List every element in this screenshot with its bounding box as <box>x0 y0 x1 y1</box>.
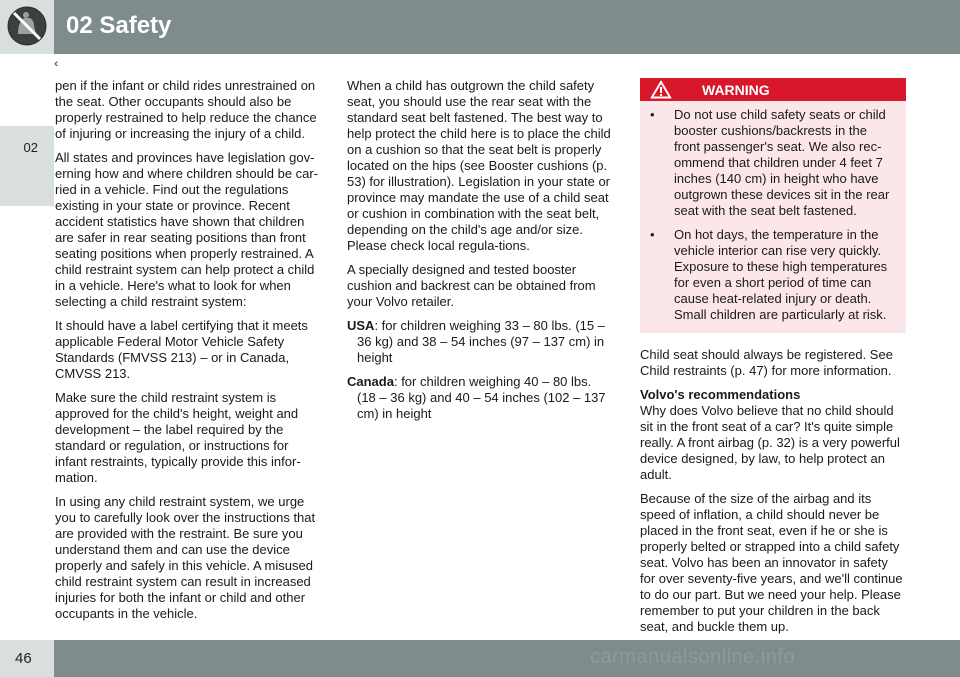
paragraph: All states and provinces have legislation gov-erning how and where children should be car-ried in a vehicle. Find out the regulations existing in your state or province. Recent accident statistics have shown that children are safer in rear seating positions than front seating positions when properly restrained. A child restraint system can help protect a child in a vehicle. Here's what to look for when selecting a child restraint system: <box>55 150 319 309</box>
footer-bar <box>0 640 960 677</box>
canada-text: : for children weighing 40 – 80 lbs. (18 – 36 kg) and 40 – 54 inches (102 – 137 cm) in height <box>357 374 606 421</box>
watermark: carmanualsonline.info <box>590 646 796 668</box>
text-column-3 <box>640 78 906 643</box>
paragraph: In using any child restraint system, we urge you to carefully look over the instructions that are provided with the restraint. Be sure you understand them and can use the device properly and safely in this vehicle. A misused child restraint system can result in increased injuries for both the infant or child and other occupants in the vehicle. <box>55 494 316 621</box>
usa-label: USA <box>347 318 375 333</box>
bullet: • <box>650 107 655 122</box>
section-heading: Volvo's recommendations <box>640 387 801 402</box>
canada-label: Canada <box>347 374 394 389</box>
chapter-tab-label: 02 <box>23 140 38 155</box>
page-title: 02 Safety <box>66 12 172 39</box>
paragraph: A specially designed and tested booster cushion and backrest can be obtained from your Volvo retailer. <box>347 262 596 309</box>
chapter-icon-box <box>0 0 54 54</box>
warning-box <box>640 78 906 333</box>
warning-body <box>640 101 906 333</box>
bullet: • <box>650 227 655 242</box>
paragraph: Why does Volvo believe that no child should sit in the front seat of a car? It's quite simple really. A front airbag (p. 32) is a very powerful device designed, by law, to help protect an adult. <box>640 403 900 482</box>
warning-item-text: On hot days, the temperature in the vehicle interior can rise very quickly. Exposure to these high temperatures for even a short period of time can cause heat-related injury or death. Small children are particularly at risk. <box>674 227 888 322</box>
canada-booster-spec <box>347 374 613 422</box>
paragraph: When a child has outgrown the child safety seat, you should use the rear seat with the standard seat belt fastened. The best way to help protect the child here is to place the child on a cushion so that the seat belt is properly located on the hips (see Booster cushions (p. 53) for illustration). Legislation in your state or province may mandate the use of a child seat or cushion in combination with the seat belt, depending on the child's age and/or size. Please check local regula-tions. <box>347 78 611 253</box>
usa-booster-spec <box>347 318 613 366</box>
text-column-2 <box>347 78 613 430</box>
previous-page-link[interactable]: ‹‹ <box>54 58 56 70</box>
registration-note: Child seat should always be registered. See Child restraints (p. 47) for more information. <box>640 347 893 378</box>
paragraph: Make sure the child restraint system is approved for the child's height, weight and development – the label required by the standard or regulation, or instructions for infant restraints, typically provide this infor-mation. <box>55 390 301 485</box>
paragraph: Because of the size of the airbag and its speed of inflation, a child should never be placed in the front seat, even if he or she is properly belted or strapped into a child safety seat. Volvo has been an innovator in safety for over seventy-five years, and we'll continue to do our part. But we need your help. Please remember to put your children in the back seat, and buckle them up. <box>640 491 903 634</box>
warning-item <box>650 107 896 219</box>
text-column-1 <box>55 78 323 630</box>
usa-text: : for children weighing 33 – 80 lbs. (15 – 36 kg) and 38 – 54 inches (97 – 137 cm) in height <box>357 318 605 365</box>
paragraph: It should have a label certifying that it meets applicable Federal Motor Vehicle Safety Standards (FMVSS 213) – or in Canada, CMVSS 213. <box>55 318 308 381</box>
warning-item-text: Do not use child safety seats or child booster cushions/backrests in the front passenger's seat. We also rec-ommend that children under 4 feet 7 inches (140 cm) in height who have outgrown these devices sit in the rear seat with the seat belt fastened. <box>674 107 890 218</box>
no-child-seat-icon <box>6 4 48 48</box>
warning-item <box>650 227 896 323</box>
page-number: 46 <box>15 650 32 667</box>
warning-title: WARNING <box>702 82 770 98</box>
chapter-tab <box>0 126 54 206</box>
warning-triangle-icon <box>650 80 672 99</box>
warning-header <box>640 78 906 101</box>
paragraph: pen if the infant or child rides unrestrained on the seat. Other occupants should also be properly restrained to help reduce the chance of injuring or increasing the injury of a child. <box>55 78 317 141</box>
